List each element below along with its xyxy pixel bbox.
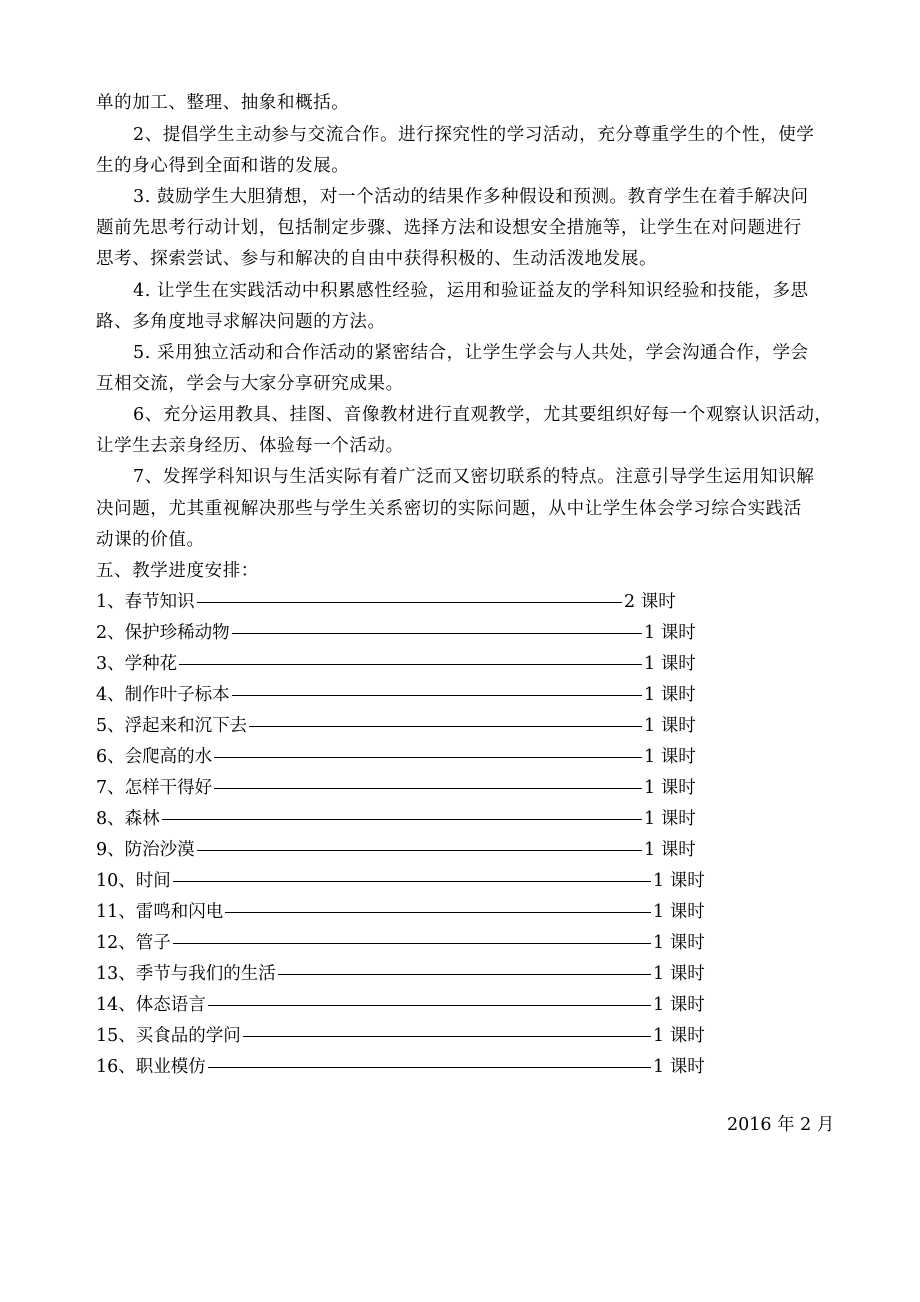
schedule-item-duration: 1 课时 [644,685,696,705]
schedule-row [96,742,696,773]
schedule-row [96,711,696,742]
schedule-item-duration: 1 课时 [653,964,705,984]
schedule-item-duration: 1 课时 [644,716,696,736]
paragraph-3-line-2: 题前先思考行动计划，包括制定步骤、选择方法和设想安全措施等，让学生在对问题进行 [96,218,802,238]
leader-line [179,664,642,665]
schedule-item-duration: 1 课时 [644,778,696,798]
schedule-item-duration: 1 课时 [653,1026,705,1046]
leader-line [208,1005,651,1006]
schedule-item-label: 12、管子 [96,933,171,953]
schedule-item-label: 5、浮起来和沉下去 [96,716,248,736]
paragraph-7-line-2: 决问题，尤其重视解决那些与学生关系密切的实际问题，从中让学生体会学习综合实践活 [96,499,802,519]
leader-line [173,943,651,944]
paragraph-5-line-2: 互相交流，学会与大家分享研究成果。 [96,374,404,394]
leader-line [197,602,622,603]
leader-line [197,850,642,851]
paragraph-3-line-1: 3. 鼓励学生大胆猜想，对一个活动的结果作多种假设和预测。教育学生在着手解决问 [133,187,809,207]
paragraph-5-line-1: 5. 采用独立活动和合作活动的紧密结合，让学生学会与人共处，学会沟通合作，学会 [133,343,809,363]
schedule-row [96,928,705,959]
schedule-row [96,649,696,680]
schedule-row [96,990,705,1021]
leader-line [278,974,651,975]
schedule-item-label: 4、制作叶子标本 [96,685,230,705]
schedule-row [96,1052,705,1083]
leader-line [214,788,642,789]
schedule-item-duration: 1 课时 [644,747,696,767]
schedule-row [96,835,696,866]
schedule-item-duration: 1 课时 [644,623,696,643]
schedule-item-label: 3、学种花 [96,654,178,674]
schedule-item-label: 11、雷鸣和闪电 [96,902,224,922]
leader-line [173,881,651,882]
schedule-item-label: 9、防治沙漠 [96,840,195,860]
paragraph-6-line-1: 6、充分运用教具、挂图、音像教材进行直观教学，尤其要组织好每一个观察认识活动， [133,405,833,425]
paragraph-7-line-1: 7、发挥学科知识与生活实际有着广泛而又密切联系的特点。注意引导学生运用知识解 [133,467,815,487]
schedule-item-label: 8、森林 [96,809,160,829]
schedule-item-label: 14、体态语言 [96,995,206,1015]
schedule-heading: 五、教学进度安排： [96,561,259,581]
paragraph-2-line-1: 2、提倡学生主动参与交流合作。进行探究性的学习活动，充分尊重学生的个性，使学 [133,125,815,145]
schedule-row [96,897,705,928]
schedule-item-label: 15、买食品的学问 [96,1026,241,1046]
leader-line [232,633,642,634]
schedule-row [96,804,696,835]
schedule-item-duration: 2 课时 [624,592,676,612]
leader-line [243,1036,651,1037]
paragraph-1-line-1: 单的加工、整理、抽象和概括。 [96,93,350,113]
schedule-item-label: 16、职业模仿 [96,1057,206,1077]
schedule-item-duration: 1 课时 [653,902,705,922]
schedule-item-label: 13、季节与我们的生活 [96,964,276,984]
leader-line [214,757,642,758]
schedule-item-label: 2、保护珍稀动物 [96,623,230,643]
schedule-row [96,680,696,711]
schedule-item-duration: 1 课时 [644,840,696,860]
schedule-row [96,618,696,649]
leader-line [249,726,642,727]
schedule-row [96,1021,705,1052]
schedule-item-duration: 1 课时 [644,654,696,674]
schedule-row [96,587,676,618]
paragraph-2-line-2: 生的身心得到全面和谐的发展。 [96,156,350,176]
document-date: 2016 年 2 月 [727,1115,835,1135]
paragraph-6-line-2: 让学生去亲身经历、体验每一个活动。 [96,436,404,456]
schedule-item-label: 7、怎样干得好 [96,778,213,798]
schedule-row [96,866,705,897]
paragraph-7-line-3: 动课的价值。 [96,530,205,550]
schedule-item-duration: 1 课时 [644,809,696,829]
schedule-item-label: 1、春节知识 [96,592,195,612]
paragraph-4-line-1: 4. 让学生在实践活动中积累感性经验，运用和验证益友的学科知识经验和技能，多思 [133,281,809,301]
paragraph-4-line-2: 路、多角度地寻求解决问题的方法。 [96,312,386,332]
leader-line [208,1067,651,1068]
schedule-row [96,959,705,990]
schedule-item-duration: 1 课时 [653,1057,705,1077]
schedule-item-duration: 1 课时 [653,995,705,1015]
schedule-row [96,773,696,804]
paragraph-3-line-3: 思考、探索尝试、参与和解决的自由中获得积极的、生动活泼地发展。 [96,249,658,269]
schedule-item-duration: 1 课时 [653,871,705,891]
schedule-item-label: 6、会爬高的水 [96,747,213,767]
leader-line [232,695,642,696]
schedule-item-label: 10、时间 [96,871,171,891]
schedule-item-duration: 1 课时 [653,933,705,953]
leader-line [162,819,642,820]
leader-line [225,912,651,913]
